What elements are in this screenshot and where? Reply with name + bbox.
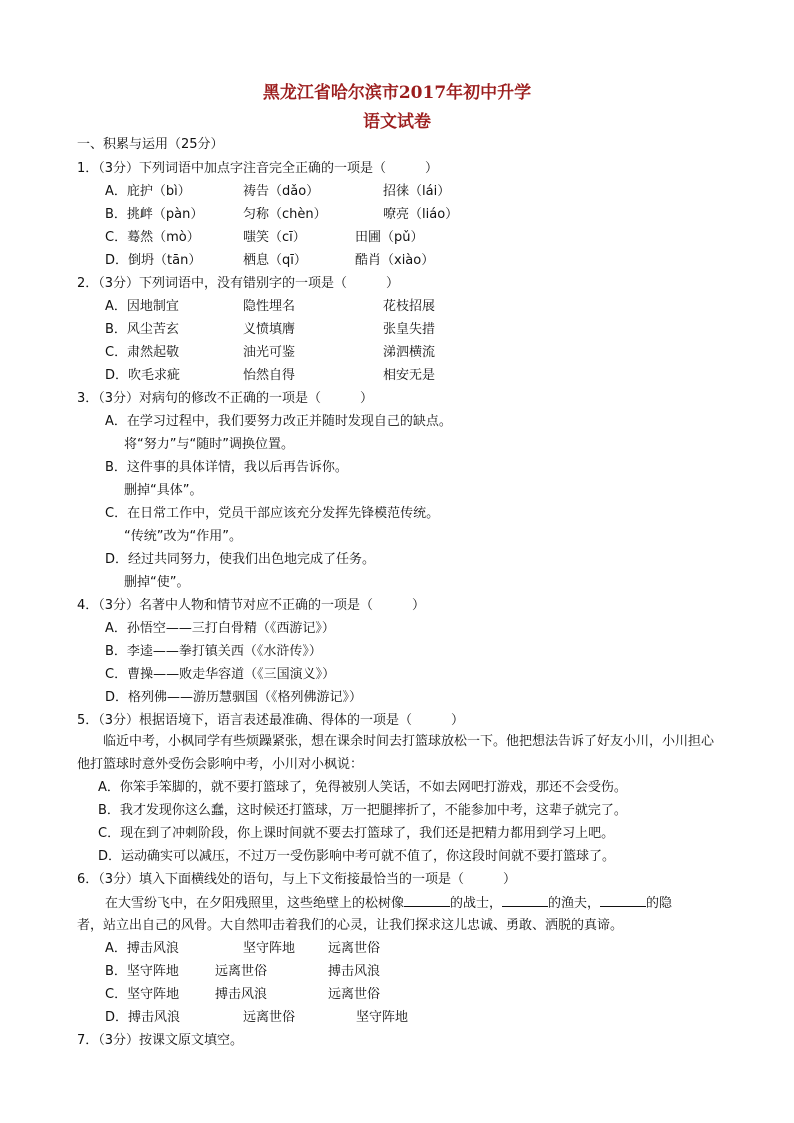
q6-blank-1 [404,894,450,907]
q2-option-a-1: A．因地制宜 [105,299,179,314]
q2-option-b-1: B．风尘苦玄 [105,322,179,337]
q1-option-a-2: 祷告（dǎo） [243,184,320,199]
q6-option-a-2: 坚守阵地 [243,941,296,956]
q2-option-a-3: 花枝招展 [383,299,436,314]
q6-blank-2 [502,894,548,907]
q6-stem: 6．（3分）填入下面横线处的语句，与上下文衔接最恰当的一项是（ ） [77,872,517,887]
q2-option-b-2: 义愤填膺 [243,322,296,337]
q6-passage-part-a: 在大雪纷飞中，在夕阳残照里，这些绝壁上的松树像 [105,896,405,911]
q6-passage-part-c: 的渔夫， [548,896,601,911]
q6-option-d-1: D．搏击风浪 [105,1010,181,1025]
q3-option-c-fix: “传统”改为“作用”。 [124,529,242,544]
q4-stem: 4．（3分）名著中人物和情节对应不正确的一项是（ ） [77,598,426,613]
q1-option-b-3: 嘹亮（liáo） [383,207,459,222]
q1-option-d-1: D．倒坍（tān） [105,253,202,268]
q2-option-c-2: 油光可鉴 [243,345,296,360]
q6-option-b-2: 远离世俗 [215,964,268,979]
q3-option-b: B．这件事的具体详情，我以后再告诉你。 [105,460,348,475]
q6-option-a-1: A．搏击风浪 [105,941,179,956]
q3-option-b-fix: 删掉“具体”。 [124,483,203,498]
q6-blank-3 [600,894,646,907]
q4-option-b: B．李逵——拳打镇关西（《水浒传》） [105,644,322,659]
q3-option-d: D．经过共同努力，使我们出色地完成了任务。 [105,552,376,567]
q6-option-c-2: 搏击风浪 [215,987,268,1002]
q2-option-c-1: C．肃然起敬 [105,345,180,360]
q1-option-c-1: C．蓦然（mò） [105,230,200,245]
q2-option-d-3: 相安无是 [383,368,436,383]
q1-option-d-3: 酷肖（xiào） [355,253,435,268]
q2-option-b-3: 张皇失措 [383,322,436,337]
q3-option-d-fix: 删掉“使”。 [124,575,190,590]
q6-option-b-3: 搏击风浪 [328,964,381,979]
q4-option-d: D．格列佛——游历慧骃国（《格列佛游记》） [105,690,363,705]
q6-option-c-3: 远离世俗 [328,987,381,1002]
q6-passage-line1 [105,894,672,913]
q6-option-d-2: 远离世俗 [243,1010,296,1025]
q6-option-b-1: B．坚守阵地 [105,964,179,979]
exam-title-line1: 黑龙江省哈尔滨市2017年初中升学 [262,83,532,103]
q5-option-a: A．你笨手笨脚的，就不要打篮球了，免得被别人笑话，不如去网吧打游戏，那还不会受伤。 [98,780,627,795]
q6-passage-part-d: 的隐 [646,896,673,911]
q5-option-c: C．现在到了冲刺阶段，你上课时间就不要去打篮球了，我们还是把精力都用到学习上吧。 [98,826,615,841]
q6-passage-line2: 者，站立出自己的风骨。大自然叩击着我们的心灵，让我们探求这儿忠诚、勇敢、洒脱的真谛。 [77,918,624,933]
q5-option-b: B．我才发现你这么蠢，这时候还打篮球，万一把腿摔折了，不能参加中考，这辈子就完了。 [98,803,627,818]
q6-option-c-1: C．坚守阵地 [105,987,180,1002]
q2-option-a-2: 隐性埋名 [243,299,296,314]
q5-option-d: D．运动确实可以减压，不过万一受伤影响中考可就不值了，你这段时间就不要打篮球了。 [98,849,616,864]
q7-stem: 7．（3分）按课文原文填空。 [77,1033,244,1048]
q1-option-b-1: B．挑衅（pàn） [105,207,204,222]
q6-option-a-3: 远离世俗 [328,941,381,956]
q2-option-d-1: D．吹毛求疵 [105,368,181,383]
exam-title-line2: 语文试卷 [363,112,431,132]
q3-stem: 3．（3分）对病句的修改不正确的一项是（ ） [77,391,374,406]
q1-option-d-2: 栖息（qī） [243,253,307,268]
q2-option-c-3: 涕泗横流 [383,345,436,360]
q2-stem: 2．（3分）下列词语中，没有错别字的一项是（ ） [77,276,400,291]
q2-option-d-2: 怡然自得 [243,368,296,383]
q5-context: 临近中考，小枫同学有些烦躁紧张，想在课余时间去打篮球放松一下。他把想法告诉了好友小川，小川担心他打篮球时意外受伤会影响中考，小川对小枫说： [77,734,715,772]
q3-option-a: A．在学习过程中，我们要努力改正并随时发现自己的缺点。 [105,414,452,429]
q1-option-c-2: 嗤笑（cī） [243,230,306,245]
q6-option-d-3: 坚守阵地 [356,1010,409,1025]
section-heading: 一、积累与运用（25分） [77,137,224,152]
q1-option-a-1: A．庇护（bì） [105,184,191,199]
q4-option-c: C．曹操——败走华容道（《三国演义》） [105,667,336,682]
q3-option-a-fix: 将“努力”与“随时”调换位置。 [124,437,294,452]
q6-passage-part-b: 的战士， [450,896,503,911]
q1-option-a-3: 招徕（lái） [383,184,451,199]
q3-option-c: C．在日常工作中，党员干部应该充分发挥先锋模范传统。 [105,506,440,521]
q1-option-c-3: 田圃（pǔ） [355,230,424,245]
q1-option-b-2: 匀称（chèn） [243,207,327,222]
q4-option-a: A．孙悟空——三打白骨精（《西游记》） [105,621,335,636]
q5-stem: 5．（3分）根据语境下，语言表述最准确、得体的一项是（ ） [77,713,465,728]
q1-stem: 1．（3分）下列词语中加点字注音完全正确的一项是（ ） [77,161,439,176]
